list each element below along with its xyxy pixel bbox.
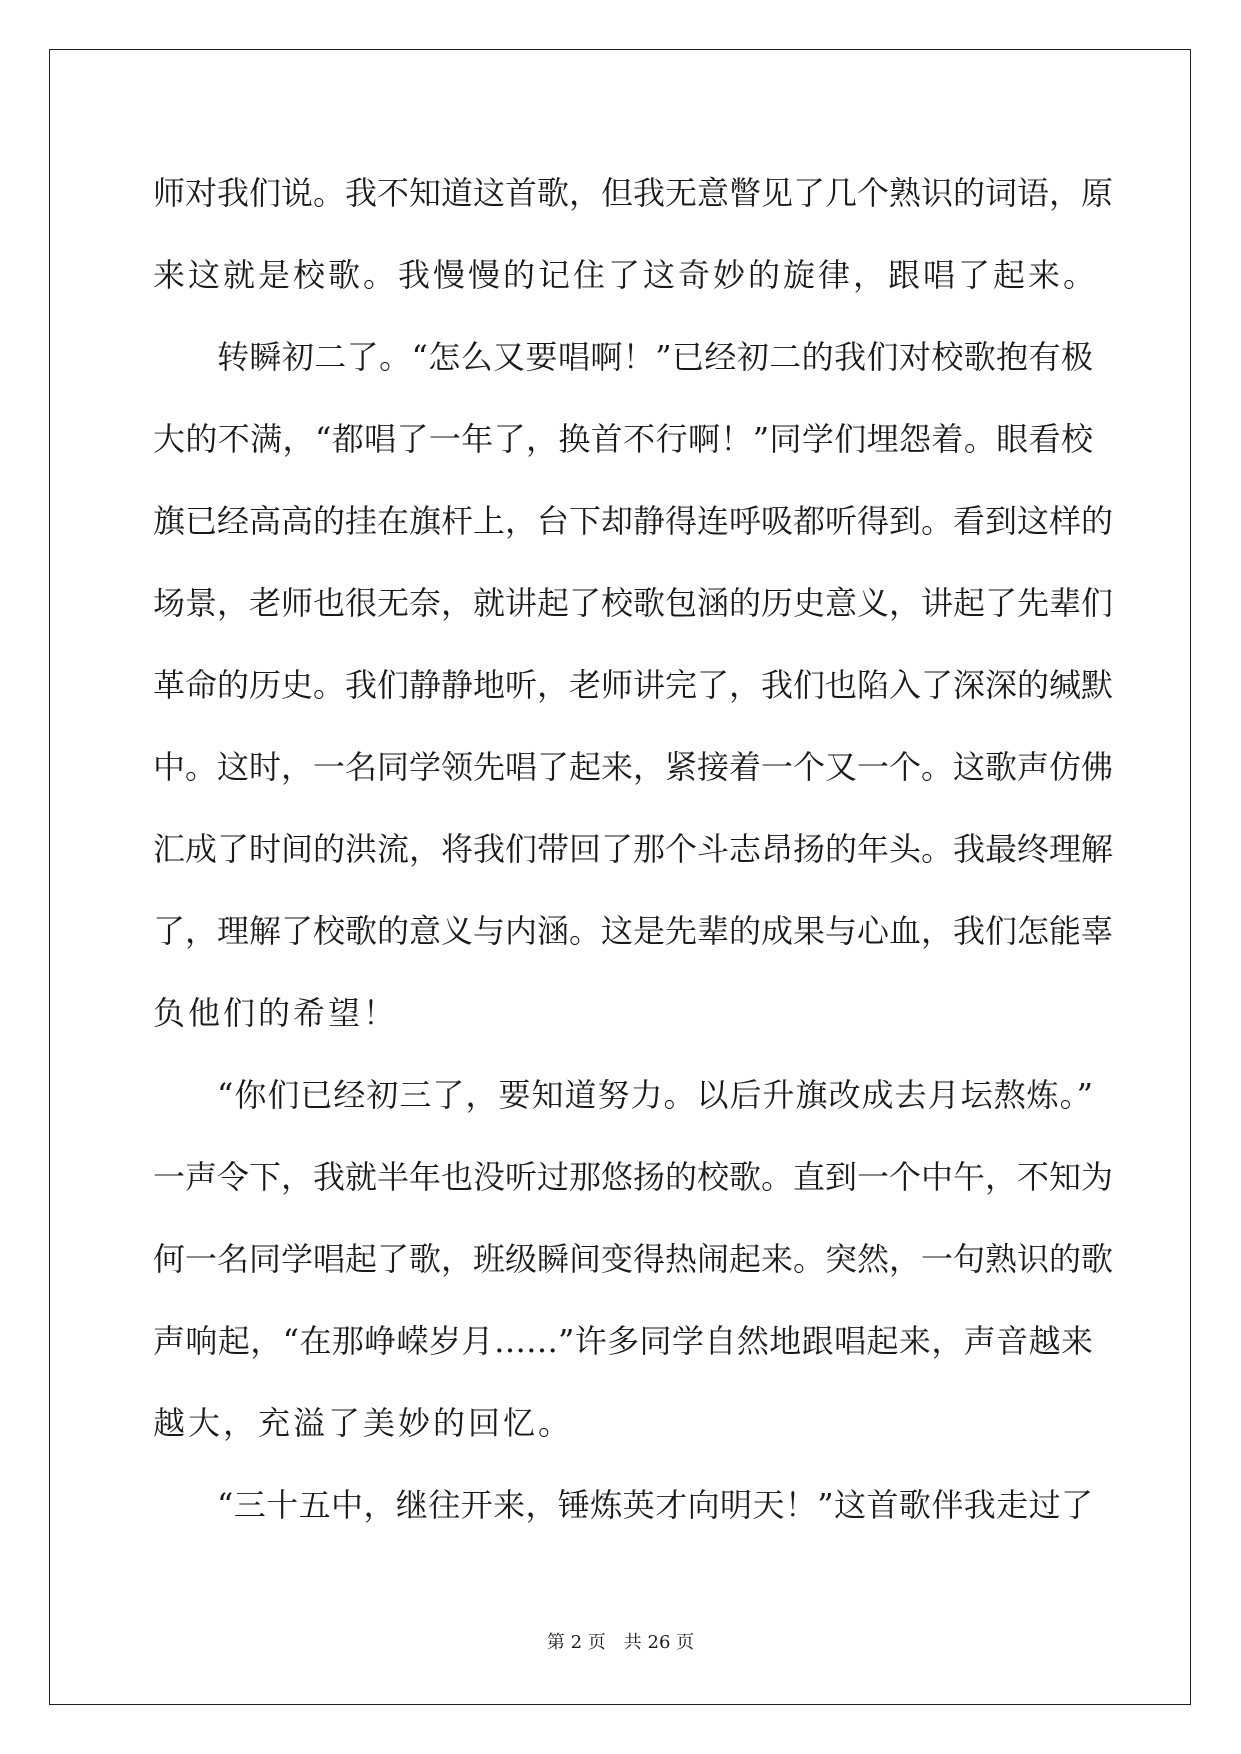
page-total: 共 26 页	[623, 1632, 695, 1653]
text-line: 负他们的希望！	[153, 994, 399, 1032]
page-number: 第 2 页	[546, 1632, 606, 1653]
text-line: 声响起，“在那峥嵘岁月……”许多同学自然地跟唱起来，声音越来	[153, 1322, 1093, 1360]
text-line: 场景，老师也很无奈，就讲起了校歌包涵的历史意义，讲起了先辈们	[153, 584, 1114, 622]
text-line: 汇成了时间的洪流，将我们带回了那个斗志昂扬的年头。我最终理解	[153, 830, 1114, 868]
text-line: 越大，充溢了美妙的回忆。	[153, 1404, 574, 1442]
page-footer	[0, 1628, 1241, 1654]
text-line: 中。这时，一名同学领先唱了起来，紧接着一个又一个。这歌声仿佛	[153, 748, 1114, 786]
document-body	[153, 152, 1114, 1546]
text-line: 师对我们说。我不知道这首歌，但我无意瞥见了几个熟识的词语，原	[153, 174, 1114, 212]
text-line: 大的不满，“都唱了一年了，换首不行啊！”同学们埋怨着。眼看校	[153, 420, 1093, 458]
text-line: 一声令下，我就半年也没听过那悠扬的校歌。直到一个中午，不知为	[153, 1158, 1114, 1196]
text-line: 革命的历史。我们静静地听，老师讲完了，我们也陷入了深深的缄默	[153, 666, 1114, 704]
text-line: 转瞬初二了。“怎么又要唱啊！”已经初二的我们对校歌抱有极	[217, 338, 1093, 376]
text-line: 来这就是校歌。我慢慢的记住了这奇妙的旋律，跟唱了起来。	[153, 256, 1099, 294]
text-line: 何一名同学唱起了歌，班级瞬间变得热闹起来。突然，一句熟识的歌	[153, 1240, 1114, 1278]
text-line: 旗已经高高的挂在旗杆上，台下却静得连呼吸都听得到。看到这样的	[153, 502, 1114, 540]
text-line: 了，理解了校歌的意义与内涵。这是先辈的成果与心血，我们怎能辜	[153, 912, 1114, 950]
text-line: “三十五中，继往开来，锤炼英才向明天！”这首歌伴我走过了	[217, 1486, 1093, 1524]
text-line: “你们已经初三了，要知道努力。以后升旗改成去月坛熬炼。”	[217, 1076, 1093, 1114]
